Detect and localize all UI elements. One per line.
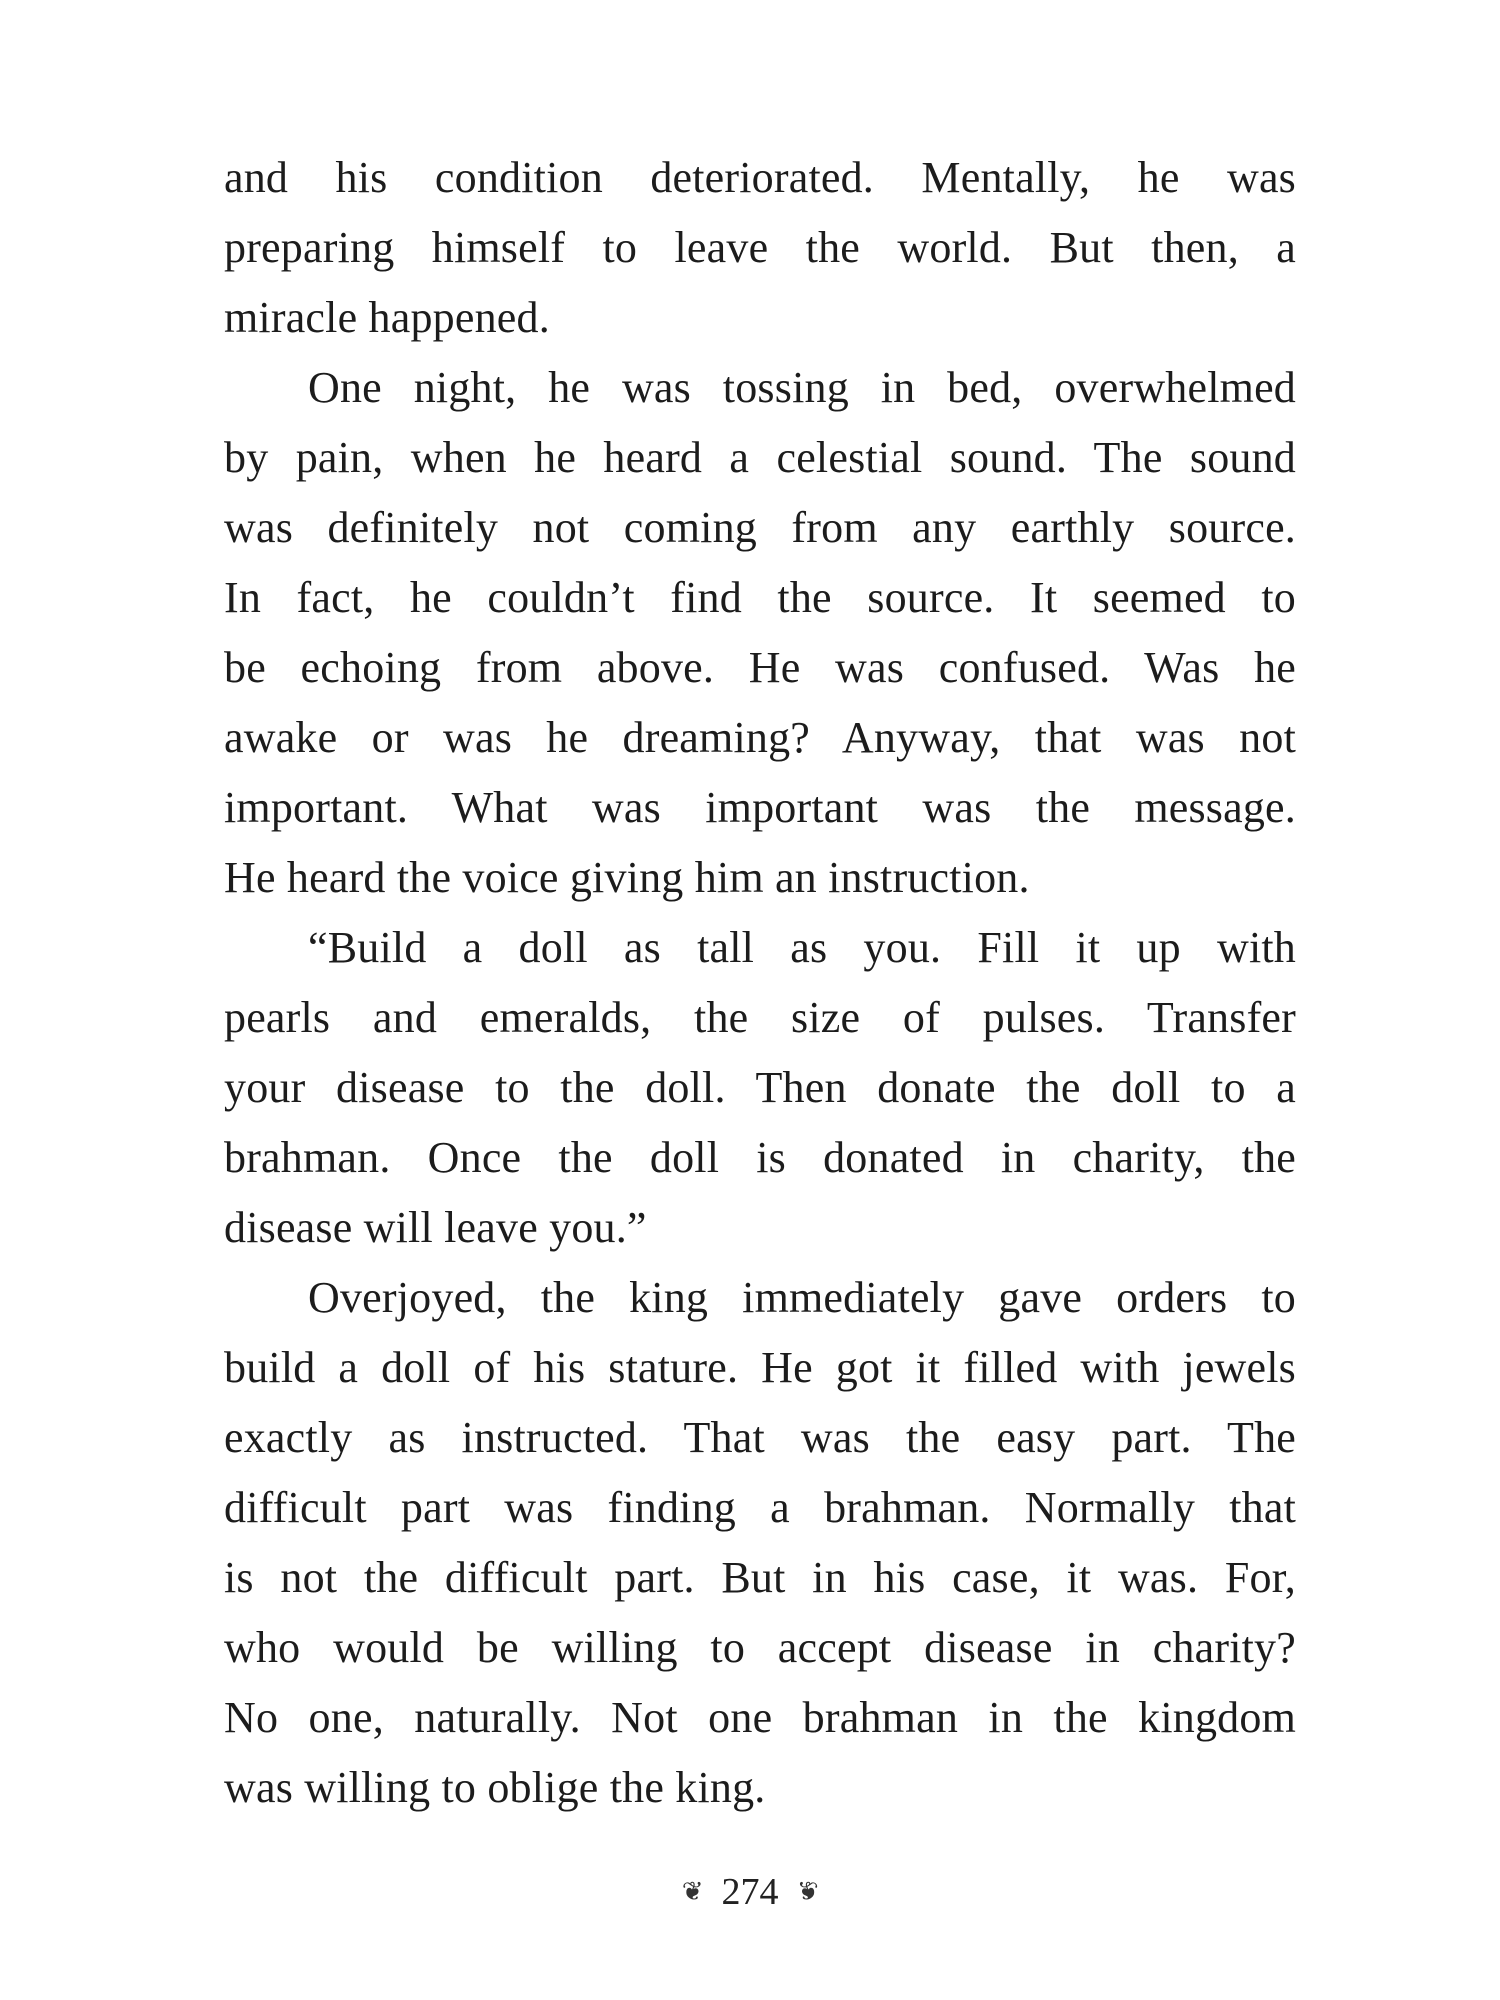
text-line: pearls and emeralds, the size of pulses. Transfer <box>224 993 1296 1042</box>
text-line: preparing himself to leave the world. But then, a <box>224 223 1296 272</box>
floral-ornament-icon: ❦ <box>681 1877 704 1906</box>
text-line: build a doll of his stature. He got it filled with jewels <box>224 1343 1296 1392</box>
page-body <box>224 143 1296 1823</box>
text-line: exactly as instructed. That was the easy part. The <box>224 1413 1296 1462</box>
text-line: awake or was he dreaming? Anyway, that was not <box>224 713 1296 762</box>
text-line: disease will leave you.” <box>224 1203 647 1252</box>
paragraph-3 <box>224 913 1296 1263</box>
page-number: 274 <box>721 1871 779 1913</box>
page-footer <box>0 1870 1500 1914</box>
text-line: miracle happened. <box>224 293 550 342</box>
text-line: and his condition deteriorated. Mentally, he was <box>224 153 1296 202</box>
text-line: was definitely not coming from any earthly source. <box>224 503 1296 552</box>
text-line: important. What was important was the message. <box>224 783 1296 832</box>
text-line: your disease to the doll. Then donate the doll to a <box>224 1063 1296 1112</box>
floral-ornament-icon: ❦ <box>796 1877 819 1906</box>
text-line: by pain, when he heard a celestial sound. The sound <box>224 433 1296 482</box>
text-line: No one, naturally. Not one brahman in the kingdom <box>224 1693 1296 1742</box>
text-line: “Build a doll as tall as you. Fill it up with <box>308 923 1296 972</box>
text-line: One night, he was tossing in bed, overwhelmed <box>308 363 1296 412</box>
text-line: Overjoyed, the king immediately gave orders to <box>308 1273 1296 1322</box>
text-line: brahman. Once the doll is donated in charity, the <box>224 1133 1296 1182</box>
paragraph-1 <box>224 143 1296 353</box>
text-line: was willing to oblige the king. <box>224 1763 766 1812</box>
paragraph-4 <box>224 1263 1296 1823</box>
text-line: be echoing from above. He was confused. Was he <box>224 643 1296 692</box>
paragraph-2 <box>224 353 1296 913</box>
text-line: who would be willing to accept disease in charity? <box>224 1623 1296 1672</box>
text-line: He heard the voice giving him an instruction. <box>224 853 1030 902</box>
text-line: is not the difficult part. But in his case, it was. For, <box>224 1553 1296 1602</box>
text-line: In fact, he couldn’t find the source. It seemed to <box>224 573 1296 622</box>
text-line: difficult part was finding a brahman. Normally that <box>224 1483 1296 1532</box>
